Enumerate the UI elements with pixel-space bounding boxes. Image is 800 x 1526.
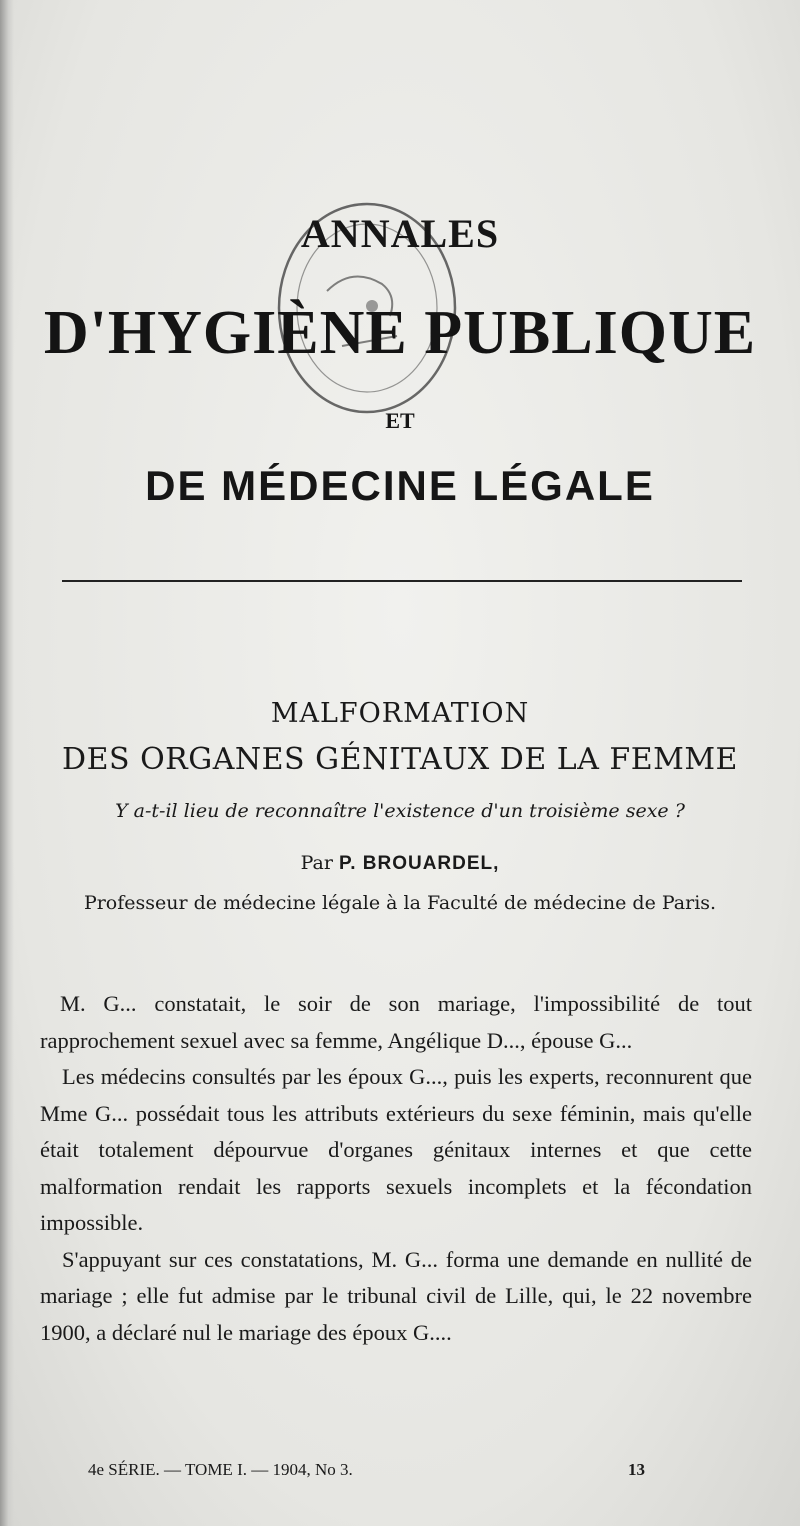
body-paragraph: Les médecins consultés par les époux G..., puis les experts, reconnurent que Mme G... possédait tous les attributs extérieurs du sexe féminin, mais qu'elle était totalement dépourvue d'organes génitaux internes et que cette malformation rendait les rapports sexuels incomplets et la fécondation impossible. xyxy=(40,1064,752,1235)
body-paragraph: S'appuyant sur ces constatations, M. G... forma une demande en nullité de mariage ; elle fut admise par le tribunal civil de Lille, qui, le 22 novembre 1900, a déclaré nul le mariage des époux G.... xyxy=(40,1246,752,1345)
page-footer xyxy=(0,1460,800,1490)
journal-title-line3: DE MÉDECINE LÉGALE xyxy=(145,462,655,509)
journal-title-line1: ANNALES xyxy=(300,211,500,256)
header-divider xyxy=(62,580,742,582)
author-affiliation: Professeur de médecine légale à la Faculté de médecine de Paris. xyxy=(83,892,717,914)
article-title-line2: DES ORGANES GÉNITAUX DE LA FEMME xyxy=(62,742,738,777)
journal-title-et: ET xyxy=(385,408,415,433)
article-body xyxy=(40,986,752,1351)
journal-title-line2: D'HYGIÈNE PUBLIQUE xyxy=(43,299,757,367)
article-title-line1: MALFORMATION xyxy=(270,698,530,729)
byline xyxy=(0,852,800,875)
article-subtitle: Y a-t-il lieu de reconnaître l'existence d'un troisième sexe ? xyxy=(115,800,685,822)
author-name: P. BROUARDEL, xyxy=(338,853,500,874)
body-paragraph: M. G... constatait, le soir de son mariage, l'impossibilité de tout rapprochement sexuel avec sa femme, Angélique D..., épouse G... xyxy=(40,991,752,1053)
series-reference: 4e SÉRIE. — TOME I. — 1904, No 3. xyxy=(88,1460,353,1479)
page-number: 13 xyxy=(628,1460,645,1479)
byline-prefix: Par xyxy=(300,852,333,874)
